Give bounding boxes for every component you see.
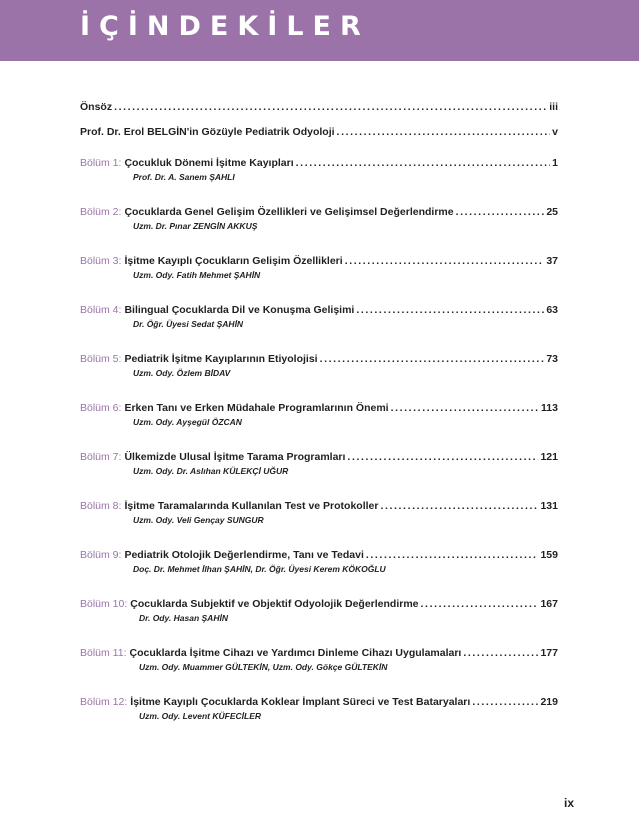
toc-entry-chapter-9[interactable]: [80, 548, 558, 575]
chapter-label: Bölüm 5:: [80, 353, 122, 365]
toc-entry-title: Prof. Dr. Erol BELGİN'in Gözüyle Pediatrik Odyoloji: [80, 126, 335, 138]
dot-leader: [114, 100, 547, 114]
dot-leader: [463, 646, 538, 660]
dot-leader: [380, 499, 538, 513]
chapter-label: Bölüm 12:: [80, 696, 128, 708]
chapter-title: Pediatrik İşitme Kayıplarının Etiyolojisi: [124, 353, 318, 365]
toc-entry-chapter-10[interactable]: [80, 597, 558, 624]
toc-entry-chapter-1[interactable]: [80, 156, 558, 183]
chapter-label: Bölüm 3:: [80, 255, 122, 267]
chapter-author: Uzm. Ody. Dr. Aslıhan KÜLEKÇİ UĞUR: [133, 466, 289, 476]
toc-entry-chapter-2[interactable]: [80, 205, 558, 232]
toc-entry-preface[interactable]: [80, 100, 558, 114]
dot-leader: [421, 597, 539, 611]
chapter-author: Uzm. Ody. Levent KÜFECİLER: [139, 711, 262, 721]
toc-entry-chapter-5[interactable]: [80, 352, 558, 379]
dot-leader: [391, 401, 539, 415]
dot-leader: [456, 205, 545, 219]
toc-entry-title: Önsöz: [80, 101, 113, 113]
chapter-page: 1: [552, 157, 558, 169]
chapter-label: Bölüm 4:: [80, 304, 122, 316]
chapter-label: Bölüm 10:: [80, 598, 128, 610]
chapter-page: 159: [540, 549, 558, 561]
chapter-author: Uzm. Ody. Veli Gençay SUNGUR: [133, 515, 264, 525]
chapter-label: Bölüm 9:: [80, 549, 122, 561]
dot-leader: [366, 548, 539, 562]
toc-entry-chapter-11[interactable]: [80, 646, 558, 673]
chapter-title: Çocuklarda Genel Gelişim Özellikleri ve Gelişimsel Değerlendirme: [124, 206, 454, 218]
page-title: İÇİNDEKİLER: [80, 11, 370, 42]
chapter-title: Pediatrik Otolojik Değerlendirme, Tanı ve Tedavi: [124, 549, 364, 561]
chapter-page: 131: [540, 500, 558, 512]
chapter-author: Uzm. Ody. Ayşegül ÖZCAN: [133, 417, 242, 427]
chapter-author: Uzm. Ody. Fatih Mehmet ŞAHİN: [133, 270, 261, 280]
chapter-author: Uzm. Ody. Muammer GÜLTEKİN, Uzm. Ody. Gökçe GÜLTEKİN: [139, 662, 388, 672]
toc-entry-page: v: [552, 126, 558, 138]
chapter-title: Bilingual Çocuklarda Dil ve Konuşma Gelişimi: [124, 304, 355, 316]
page-number: ix: [564, 796, 575, 810]
toc-entry-chapter-4[interactable]: [80, 303, 558, 330]
toc-entry-chapter-3[interactable]: [80, 254, 558, 281]
chapter-page: 37: [546, 255, 558, 267]
dot-leader: [296, 156, 551, 170]
chapter-author: Dr. Ody. Hasan ŞAHİN: [139, 613, 228, 623]
header-bar: [0, 0, 639, 61]
chapter-label: Bölüm 6:: [80, 402, 122, 414]
toc-entry-foreword[interactable]: [80, 125, 558, 139]
chapter-title: İşitme Kayıplı Çocukların Gelişim Özellikleri: [124, 255, 343, 267]
dot-leader: [337, 125, 551, 139]
chapter-page: 73: [546, 353, 558, 365]
chapter-author: Uzm. Ody. Özlem BİDAV: [133, 368, 231, 378]
toc-entry-chapter-7[interactable]: [80, 450, 558, 477]
chapter-author: Doç. Dr. Mehmet İlhan ŞAHİN, Dr. Öğr. Üyesi Kerem KÖKOĞLU: [133, 564, 386, 574]
toc-entry-chapter-12[interactable]: [80, 695, 558, 722]
toc-entry-page: iii: [549, 101, 558, 113]
chapter-page: 25: [546, 206, 558, 218]
chapter-page: 121: [540, 451, 558, 463]
chapter-title: İşitme Kayıplı Çocuklarda Koklear İmplant Süreci ve Test Bataryaları: [130, 696, 471, 708]
chapter-label: Bölüm 2:: [80, 206, 122, 218]
chapter-page: 113: [541, 402, 558, 414]
chapter-label: Bölüm 8:: [80, 500, 122, 512]
chapter-title: Erken Tanı ve Erken Müdahale Programlarının Önemi: [124, 402, 389, 414]
dot-leader: [320, 352, 545, 366]
chapter-title: Ülkemizde Ulusal İşitme Tarama Programları: [124, 451, 346, 463]
dot-leader: [356, 303, 544, 317]
chapter-label: Bölüm 7:: [80, 451, 122, 463]
chapter-author: Dr. Öğr. Üyesi Sedat ŞAHİN: [133, 319, 244, 329]
chapter-title: Çocuklarda İşitme Cihazı ve Yardımcı Dinleme Cihazı Uygulamaları: [129, 647, 462, 659]
chapter-author: Prof. Dr. A. Sanem ŞAHLI: [133, 172, 235, 182]
chapter-label: Bölüm 11:: [80, 647, 127, 659]
toc-entry-chapter-8[interactable]: [80, 499, 558, 526]
chapter-page: 177: [540, 647, 558, 659]
dot-leader: [472, 695, 538, 709]
toc-entry-chapter-6[interactable]: [80, 401, 558, 428]
chapter-title: Çocukluk Dönemi İşitme Kayıpları: [124, 157, 294, 169]
chapter-page: 219: [540, 696, 558, 708]
chapter-label: Bölüm 1:: [80, 157, 122, 169]
chapter-page: 63: [546, 304, 558, 316]
dot-leader: [347, 450, 538, 464]
chapter-title: Çocuklarda Subjektif ve Objektif Odyolojik Değerlendirme: [130, 598, 419, 610]
dot-leader: [345, 254, 545, 268]
chapter-title: İşitme Taramalarında Kullanılan Test ve Protokoller: [124, 500, 379, 512]
chapter-page: 167: [540, 598, 558, 610]
chapter-author: Uzm. Dr. Pınar ZENGİN AKKUŞ: [133, 221, 258, 231]
